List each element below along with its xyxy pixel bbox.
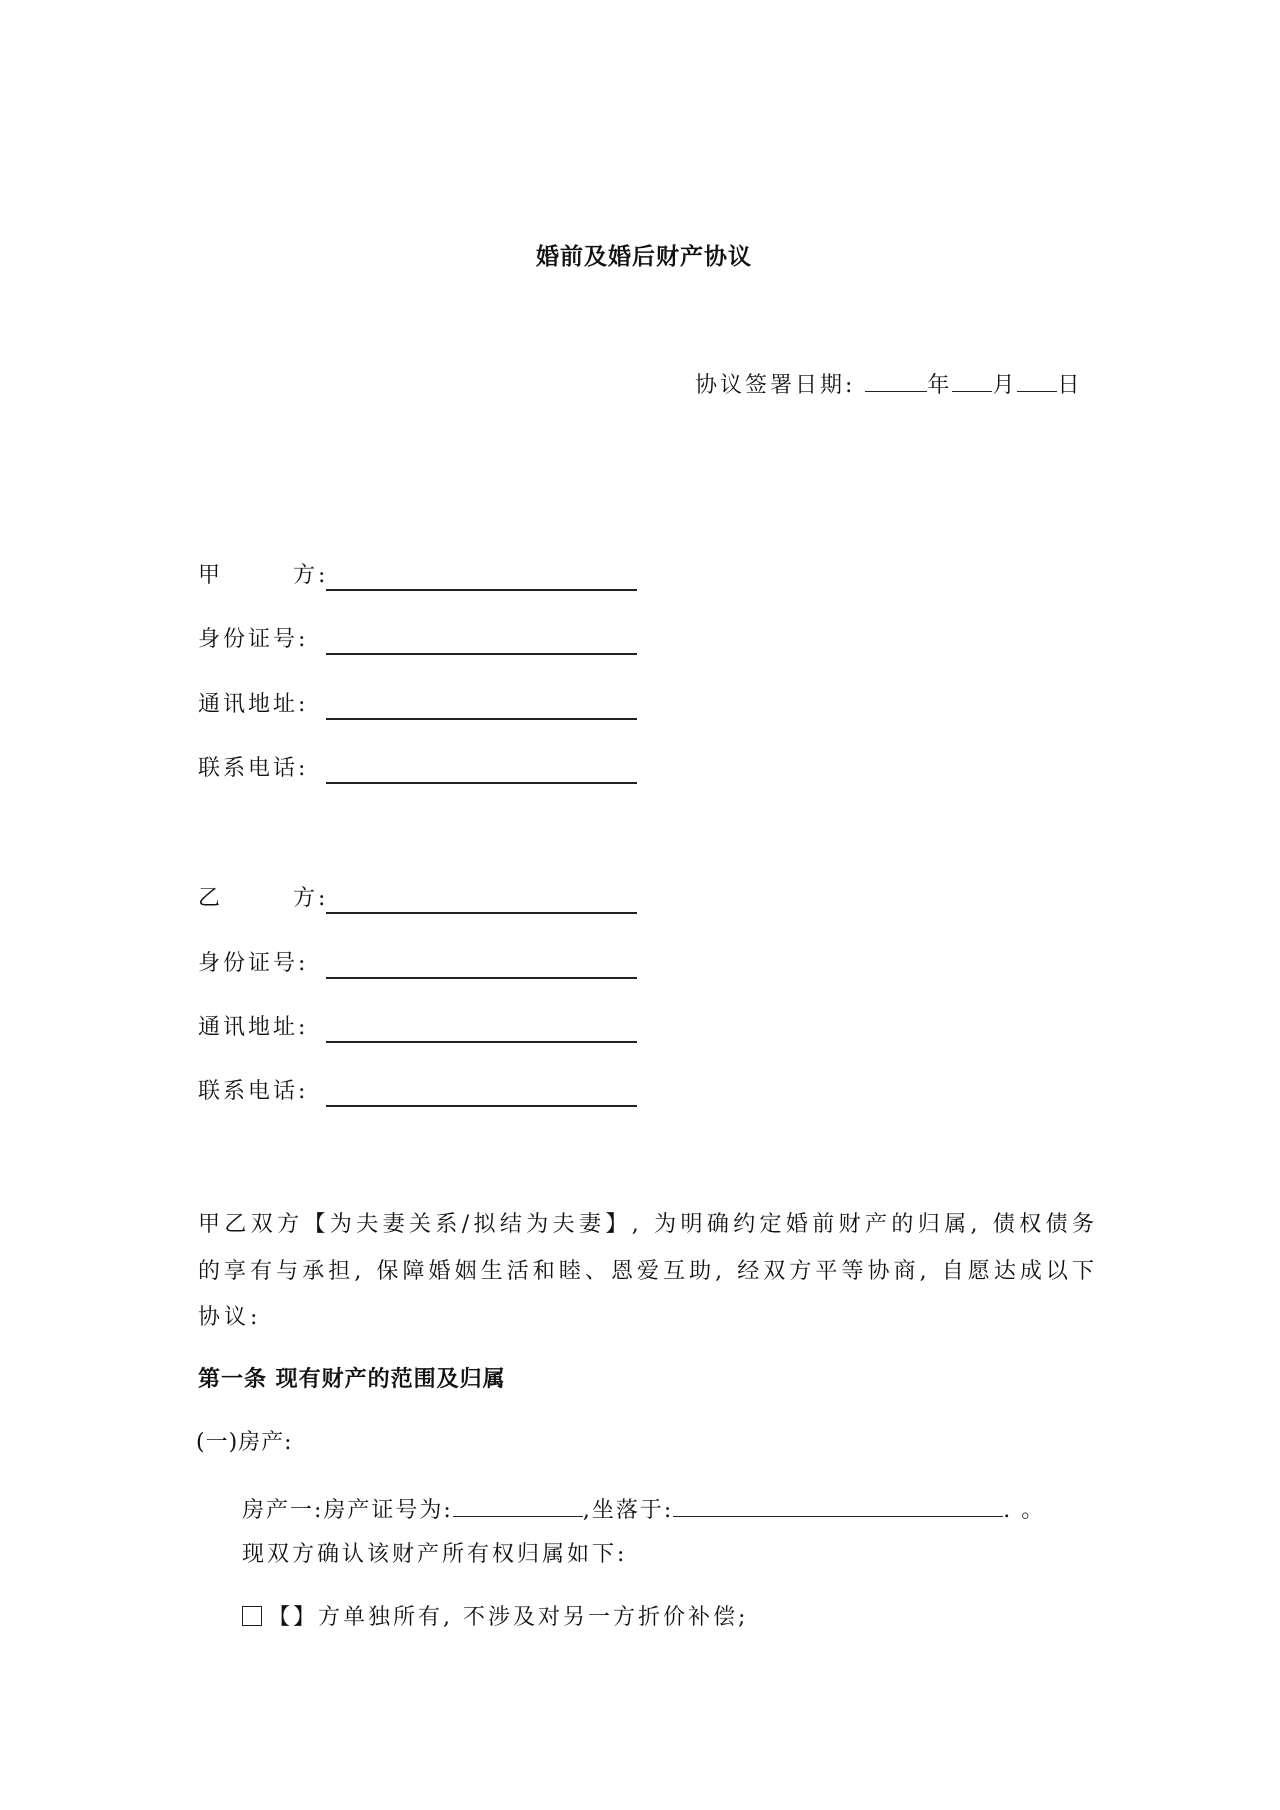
- sign-date-line: [695, 369, 1082, 401]
- party-b-phone-row: [198, 1077, 308, 1107]
- house-1-line: [242, 1494, 1045, 1526]
- day-label: 日: [1057, 373, 1083, 398]
- party-b-name-field[interactable]: [326, 912, 637, 914]
- party-b-name-row: [198, 884, 328, 914]
- party-a-phone-row: [198, 754, 308, 784]
- day-blank[interactable]: [1017, 369, 1057, 392]
- party-a-id-field[interactable]: [326, 653, 637, 655]
- year-blank[interactable]: [865, 369, 927, 392]
- year-label: 年: [927, 373, 953, 398]
- party-a-id-row: [198, 625, 308, 655]
- party-b-address-row: [198, 1013, 308, 1043]
- month-label: 月: [992, 373, 1018, 398]
- party-b-id-field[interactable]: [326, 977, 637, 979]
- house-1-location-field[interactable]: [673, 1494, 1003, 1517]
- party-a-address-row: [198, 690, 308, 720]
- party-b-label: 乙: [198, 886, 224, 911]
- party-a-label-suffix: 方:: [293, 563, 329, 588]
- house-1-cert-field[interactable]: [453, 1494, 583, 1517]
- party-a-label: 甲: [198, 563, 224, 588]
- party-b-address-field[interactable]: [326, 1041, 637, 1043]
- house-1-location-label: ,坐落于:: [582, 1498, 674, 1523]
- party-a-id-label: 身份证号:: [198, 627, 309, 652]
- party-a-address-field[interactable]: [326, 718, 637, 720]
- house-1-cert-label: 房产一:房产证号为:: [242, 1498, 453, 1523]
- document-title: 婚前及婚后财产协议: [536, 243, 752, 270]
- party-b-id-label: 身份证号:: [198, 951, 309, 976]
- ownership-confirm: 现双方确认该财产所有权归属如下:: [242, 1542, 628, 1567]
- option-1-text: 【】方单独所有, 不涉及对另一方折价补偿;: [268, 1605, 749, 1630]
- checkbox[interactable]: [242, 1606, 262, 1626]
- sign-date-label: 协议签署日期:: [695, 373, 856, 398]
- party-a-name-row: [198, 561, 328, 591]
- party-a-address-label: 通讯地址:: [198, 692, 309, 717]
- party-a-name-field[interactable]: [326, 589, 637, 591]
- article-1-heading: 第一条 现有财产的范围及归属: [198, 1366, 506, 1392]
- house-1-end: . 。: [1003, 1498, 1046, 1523]
- month-blank[interactable]: [952, 369, 992, 392]
- party-b-address-label: 通讯地址:: [198, 1015, 309, 1040]
- party-b-id-row: [198, 949, 308, 979]
- party-a-phone-label: 联系电话:: [198, 756, 309, 781]
- party-b-phone-field[interactable]: [326, 1105, 637, 1107]
- ownership-option-1: [242, 1603, 748, 1633]
- party-b-label-suffix: 方:: [293, 886, 329, 911]
- party-b-phone-label: 联系电话:: [198, 1079, 309, 1104]
- intro-paragraph: 甲乙双方【为夫妻关系/拟结为夫妻】, 为明确约定婚前财产的归属, 债权债务的享有与承担, 保障婚姻生活和睦、恩爱互助, 经双方平等协商, 自愿达成以下协议:: [198, 1212, 1098, 1330]
- party-a-phone-field[interactable]: [326, 782, 637, 784]
- section-housing: (一)房产:: [196, 1430, 293, 1455]
